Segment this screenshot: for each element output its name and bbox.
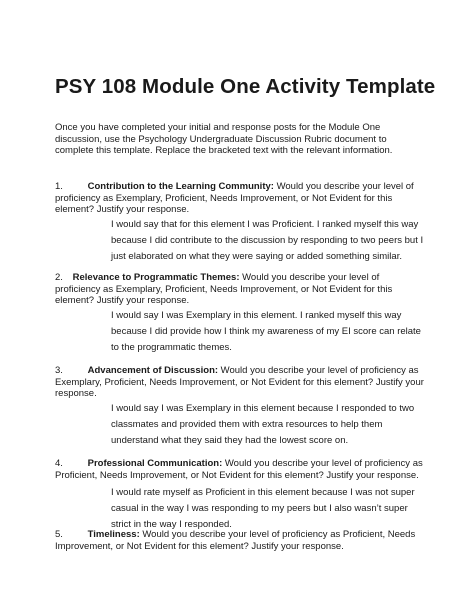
question-heading: Timeliness:	[87, 529, 140, 540]
question-text: Would you describe your level of proficiency as Exemplary, Proficient, Needs Improvement, or Not Evident for this element? Justify your response.	[55, 365, 424, 400]
answer-1: I would say that for this element I was Proficient. I ranked myself this way because I did contribute to the discussion by responding to two peers but I just elaborated on what they were saying or added something similar.	[111, 219, 424, 262]
answer-4: I would rate myself as Proficient in this element because I was not super casual in the way I was responding to my peers but I also wasn’t super strict in the way I responded.	[111, 487, 415, 530]
question-number: 1.	[55, 181, 63, 192]
question-number: 4.	[55, 458, 63, 469]
question-text: Would you describe your level of proficiency as Exemplary, Proficient, Needs Improvement, or Not Evident for this element? Justify your response.	[55, 181, 414, 216]
question-text: Would you describe your level of proficiency as Proficient, Needs Improvement, or Not Evident for this element? Justify your response.	[55, 458, 423, 481]
question-1	[55, 181, 425, 216]
question-text: Would you describe your level of proficiency as Exemplary, Proficient, Needs Improvement, or Not Evident for this element? Justify your response.	[55, 272, 393, 307]
question-heading: Professional Communication:	[87, 458, 223, 469]
question-number: 3.	[55, 365, 63, 376]
question-5	[55, 529, 425, 552]
question-4	[55, 458, 425, 481]
question-heading: Relevance to Programmatic Themes:	[72, 272, 240, 283]
intro-paragraph: Once you have completed your initial and response posts for the Module One discussion, use the Psychology Undergraduate Discussion Rubric document to complete this template. Replace the bracketed text with the relevant information.	[55, 122, 393, 157]
question-number: 5.	[55, 529, 63, 540]
question-3	[55, 365, 425, 400]
document-title: PSY 108 Module One Activity Template	[55, 75, 436, 98]
question-heading: Advancement of Discussion:	[87, 365, 219, 376]
answer-3: I would say I was Exemplary in this element because I responded to two classmates and provided them with extra resources to help them understand what they said they had the lowest score on.	[111, 403, 415, 446]
question-text: Would you describe your level of proficiency as Proficient, Needs Improvement, or Not Evident for this element? Justify your response.	[55, 529, 416, 552]
answer-2: I would say I was Exemplary in this element. I ranked myself this way because I did provide how I think my awareness of my EI score can relate to the programmatic themes.	[111, 310, 421, 353]
question-number: 2.	[55, 272, 63, 283]
question-2	[55, 272, 425, 307]
question-heading: Contribution to the Learning Community:	[87, 181, 274, 192]
